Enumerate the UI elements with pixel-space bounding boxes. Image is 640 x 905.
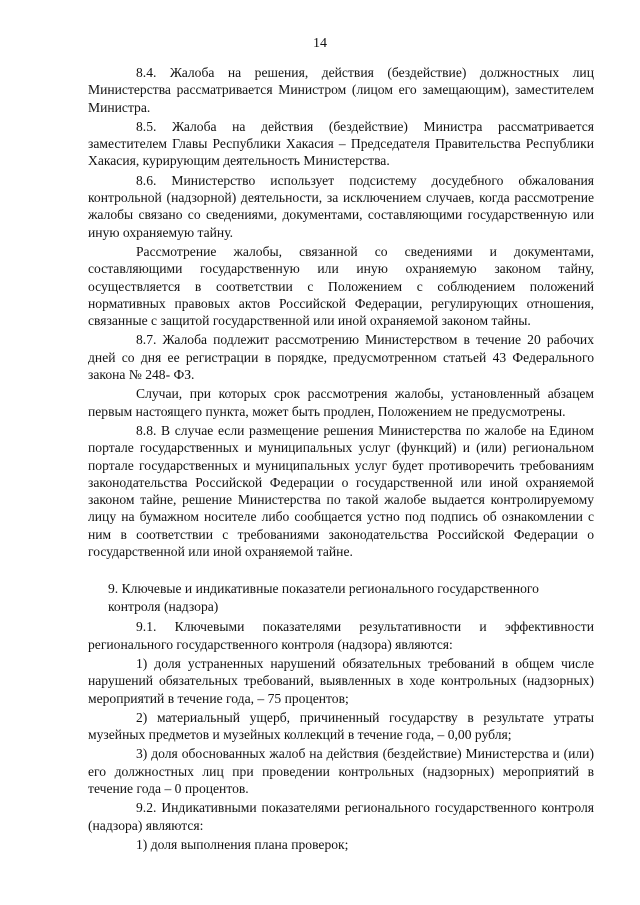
paragraph-8-6: 8.6. Министерство использует подсистему досудебного обжалования контрольной (надзорной) деятельности, за исключением случаев, когда рассмотрение жалобы связано со сведениями, документами, составляющими государственную или иную охраняемую тайну.: [88, 172, 594, 240]
paragraph-8-4: 8.4. Жалоба на решения, действия (бездействие) должностных лиц Министерства рассматривается Министром (лицом его замещающим), заместителем Министра.: [88, 65, 594, 115]
page-number: 14: [313, 36, 327, 51]
section-heading-line-2: контроля (надзора): [108, 599, 219, 615]
paragraph-8-8: 8.8. В случае если размещение решения Министерства по жалобе на Едином портале государственных и муниципальных услуг (функций) и (или) региональном портале государственных и муниципальных услуг будет противоречить требованиям законодательства Российской Федерации о государственной или иной охраняемой законом тайне, решение Министерства по такой жалобе выдается контролируемому лицу на бумажном носителе либо сообщается устно под подпись об ознакомлении с ним в соответствии с требованиями законодательства Российской Федерации о государственной или иной охраняемой тайне.: [88, 422, 594, 560]
section-heading-9: [88, 580, 594, 616]
paragraph-9-2: 9.2. Индикативными показателями регионального государственного контроля (надзора) являются:: [88, 800, 594, 833]
paragraph-8-5: 8.5. Жалоба на действия (бездействие) Министра рассматривается заместителем Главы Республики Хакасия – Председателя Правительства Республики Хакасия, курирующим деятельность Министерства.: [88, 118, 594, 169]
list-item-9-2-1: 1) доля выполнения плана проверок;: [136, 836, 349, 852]
list-item-9-1-1: 1) доля устраненных нарушений обязательных требований в общем числе нарушений обязательных требований, выявленных в ходе контрольных (надзорных) мероприятий в течение года, – 75 процентов;: [88, 655, 594, 706]
paragraph-8-7-extension: Случаи, при которых срок рассмотрения жалобы, установленный абзацем первым настоящего пункта, может быть продлен, Положением не предусмотрены.: [88, 386, 594, 419]
section-heading-line-1: 9. Ключевые и индикативные показатели регионального государственного: [108, 581, 539, 597]
list-item-9-1-3: 3) доля обоснованных жалоб на действия (бездействие) Министерства и (или) его должностных лиц при проведении контрольных (надзорных) мероприятий в течение года – 0 процентов.: [88, 746, 594, 796]
list-item-9-1-2: 2) материальный ущерб, причиненный государству в результате утраты музейных предметов и музейных коллекций в течение года, – 0,00 рубля;: [88, 709, 594, 743]
paragraph-9-1: 9.1. Ключевыми показателями результативности и эффективности регионального государственного контроля (надзора) являются:: [88, 619, 594, 652]
paragraph-8-7: 8.7. Жалоба подлежит рассмотрению Министерством в течение 20 рабочих дней со дня ее регистрации в порядке, предусмотренном статьей 43 Федерального закона № 248- ФЗ.: [88, 332, 594, 383]
paragraph-8-6-secret: Рассмотрение жалобы, связанной со сведениями и документами, составляющими государственную или иную охраняемую законом тайну, осуществляется в соответствии с Положением с соблюдением положений нормативных правовых актов Российской Федерации, регулирующих отношения, связанные с защитой государственной или иной охраняемой законом тайны.: [88, 243, 594, 329]
document-body: [88, 64, 594, 853]
